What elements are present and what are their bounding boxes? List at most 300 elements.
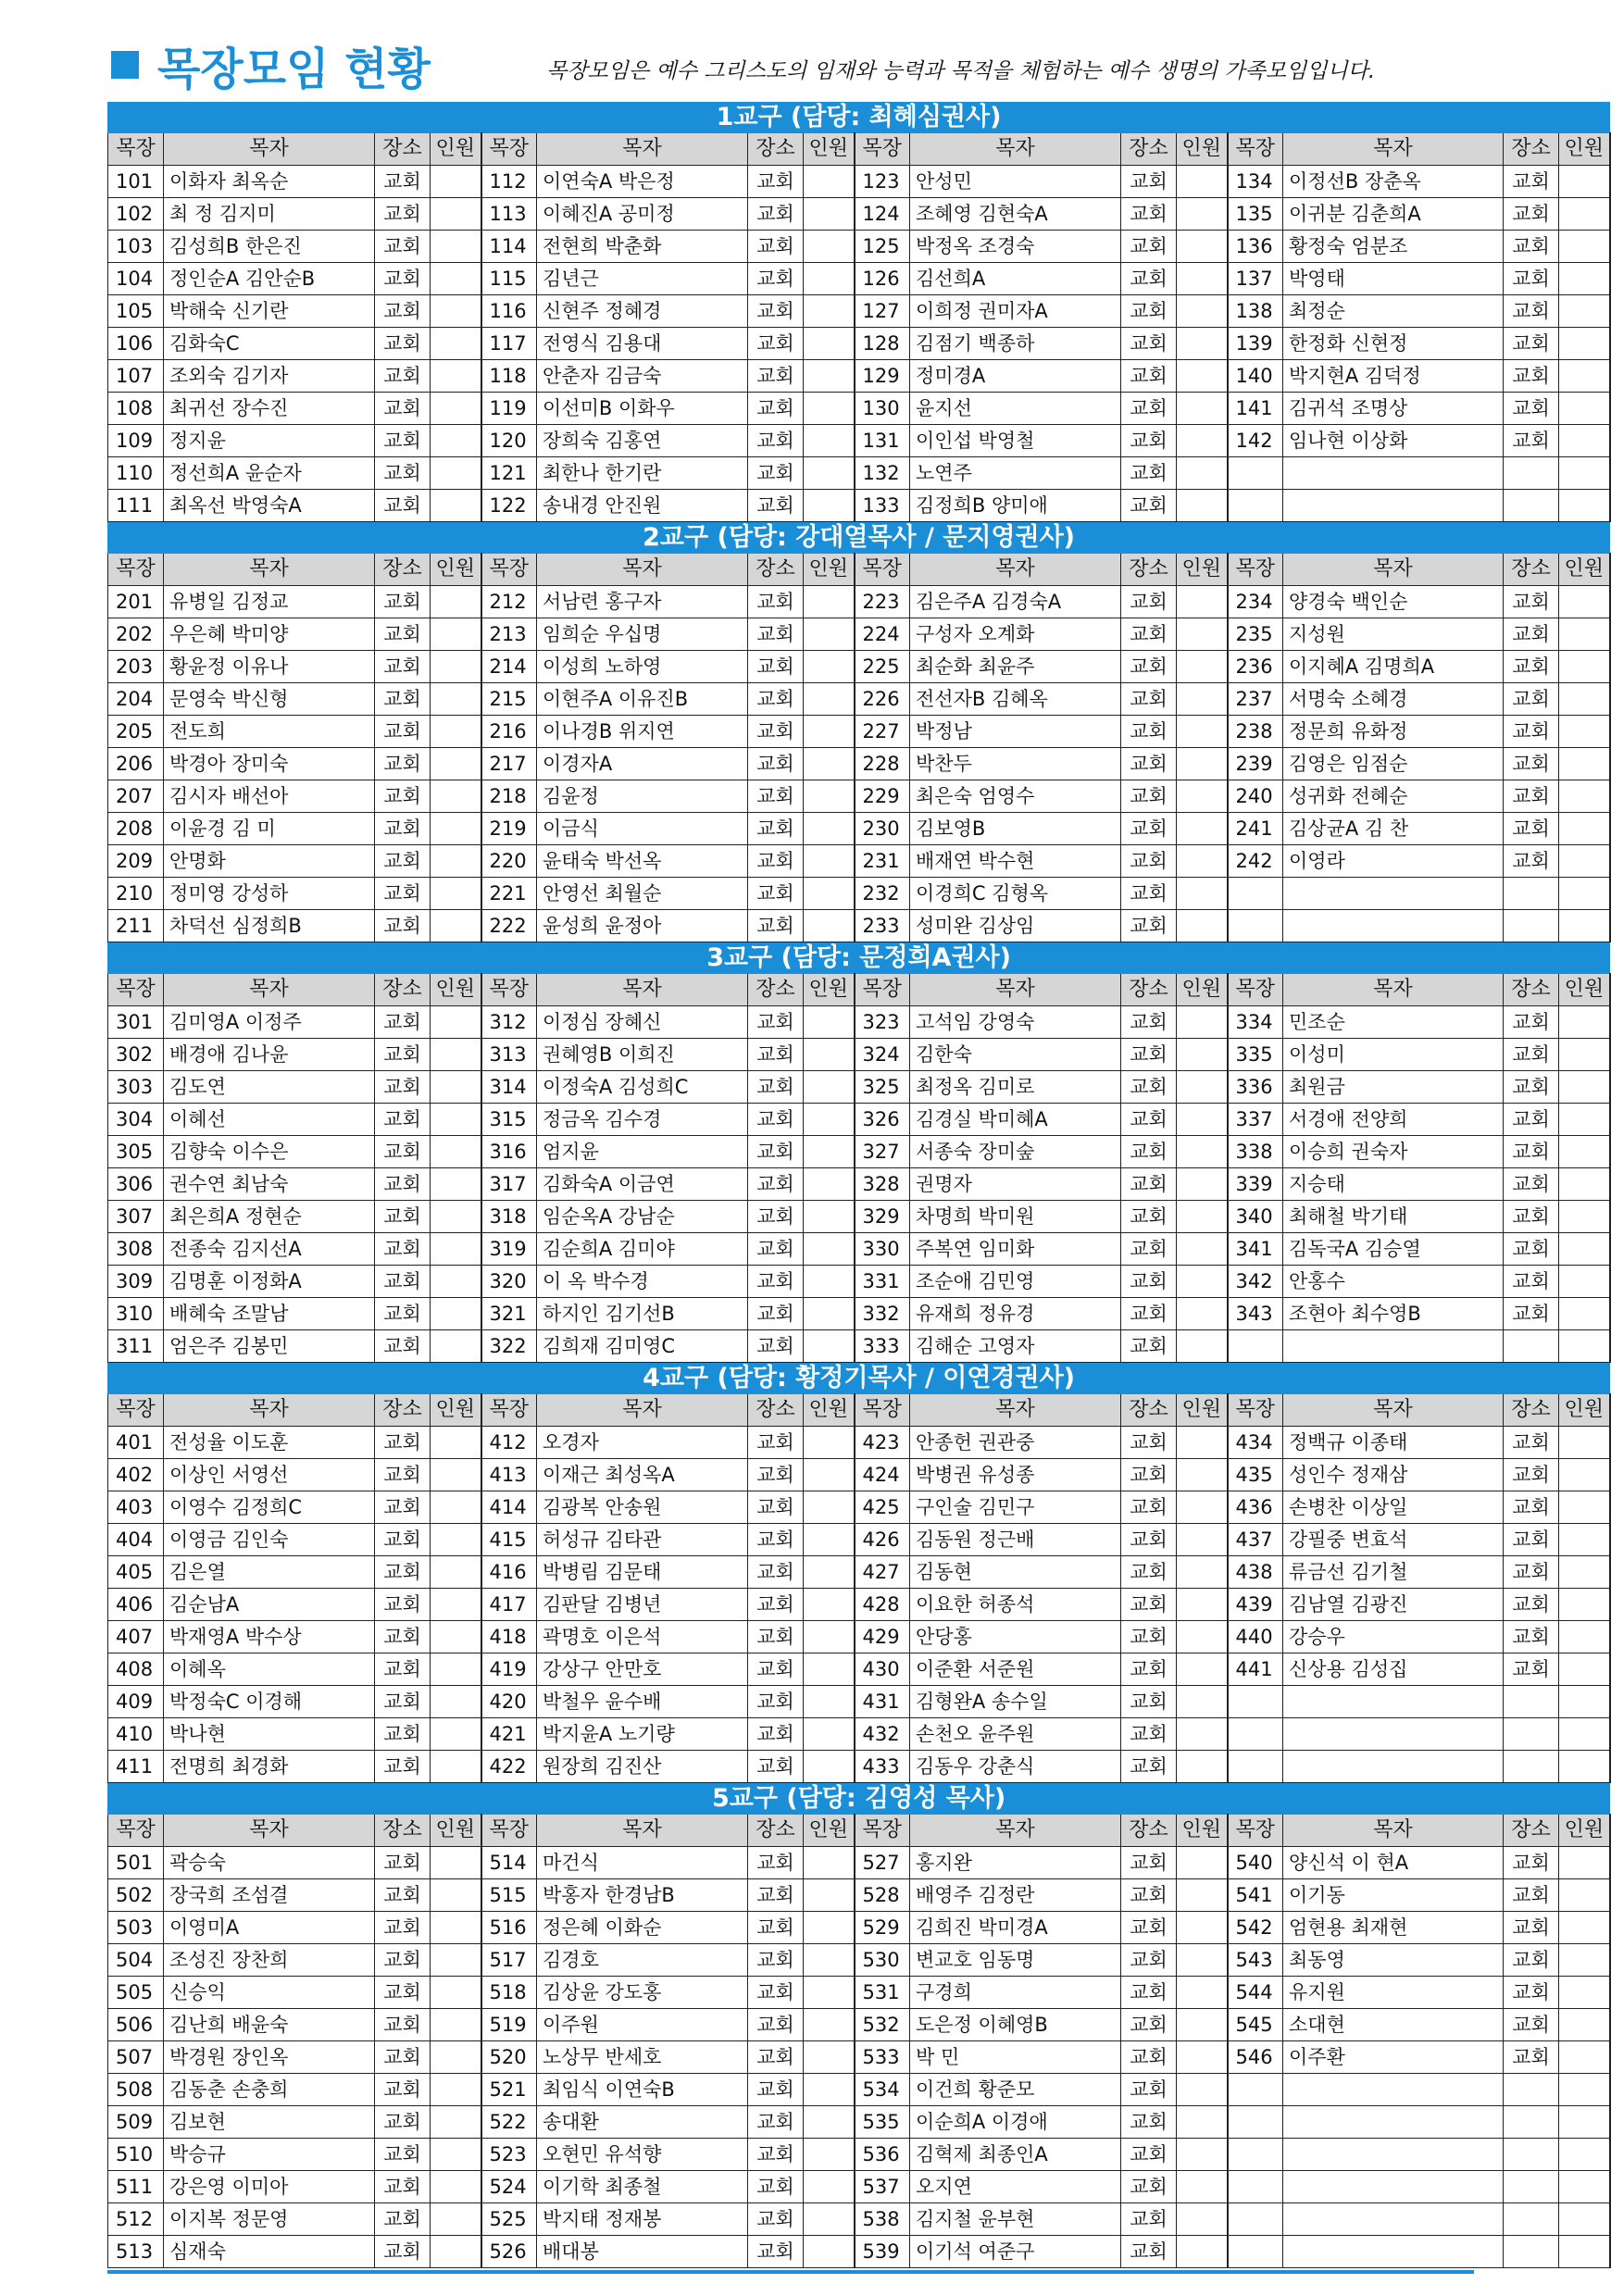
- meeting-place: 교회: [1504, 716, 1559, 748]
- member-count: [804, 2139, 855, 2171]
- member-count: [804, 1330, 855, 1363]
- leader-names: 김희진 박미경A: [910, 1912, 1121, 1944]
- group-number: 310: [108, 1298, 164, 1330]
- meeting-place: [1504, 910, 1559, 942]
- meeting-place: 교회: [1504, 1524, 1559, 1556]
- meeting-place: 교회: [1504, 1912, 1559, 1944]
- member-count: [431, 1944, 481, 1977]
- table-row: [108, 166, 1610, 198]
- group-number: 332: [855, 1298, 910, 1330]
- meeting-place: 교회: [748, 490, 804, 522]
- column-header-row: [108, 554, 1610, 586]
- leader-names: 김독국A 김승열: [1283, 1233, 1504, 1266]
- member-count: [804, 1298, 855, 1330]
- member-count: [804, 1944, 855, 1977]
- table-row: [108, 1136, 1610, 1168]
- member-count: [804, 166, 855, 198]
- meeting-place: 교회: [375, 1491, 431, 1524]
- column-header: 인원: [1559, 974, 1610, 1006]
- leader-names: 안당홍: [910, 1621, 1121, 1653]
- member-count: [431, 2236, 481, 2268]
- table-row: [108, 780, 1610, 813]
- leader-names: 박경원 장인옥: [164, 2041, 375, 2074]
- column-header: 인원: [431, 1815, 481, 1847]
- member-count: [431, 2106, 481, 2139]
- meeting-place: 교회: [1121, 878, 1177, 910]
- group-number: 409: [108, 1686, 164, 1718]
- district-table: [107, 942, 1611, 1363]
- meeting-place: 교회: [748, 425, 804, 457]
- leader-names: 이주원: [537, 2009, 748, 2041]
- member-count: [804, 1556, 855, 1589]
- group-number: 104: [108, 263, 164, 295]
- meeting-place: 교회: [375, 878, 431, 910]
- table-row: [108, 2139, 1610, 2171]
- leader-names: 최한나 한기란: [537, 457, 748, 490]
- meeting-place: [1504, 2171, 1559, 2203]
- group-number: 122: [481, 490, 537, 522]
- table-row: [108, 231, 1610, 263]
- meeting-place: 교회: [748, 1039, 804, 1071]
- group-number: 309: [108, 1266, 164, 1298]
- meeting-place: 교회: [375, 2074, 431, 2106]
- meeting-place: 교회: [375, 295, 431, 328]
- column-header: 인원: [431, 1394, 481, 1427]
- group-number: 337: [1228, 1104, 1283, 1136]
- column-header: 장소: [1121, 1815, 1177, 1847]
- meeting-place: 교회: [1504, 1459, 1559, 1491]
- leader-names: 김귀석 조명상: [1283, 393, 1504, 425]
- leader-names: 김정희B 양미애: [910, 490, 1121, 522]
- leader-names: 하지인 김기선B: [537, 1298, 748, 1330]
- meeting-place: 교회: [375, 1136, 431, 1168]
- leader-names: 곽승숙: [164, 1847, 375, 1879]
- district-band: [108, 1364, 1610, 1394]
- leader-names: [1283, 457, 1504, 490]
- member-count: [1559, 1233, 1610, 1266]
- leader-names: 김미영A 이정주: [164, 1006, 375, 1039]
- group-number: 317: [481, 1168, 537, 1201]
- member-count: [1177, 1233, 1228, 1266]
- group-number: 321: [481, 1298, 537, 1330]
- table-row: [108, 393, 1610, 425]
- leader-names: 허성규 김타관: [537, 1524, 748, 1556]
- column-header: 장소: [748, 1394, 804, 1427]
- leader-names: 곽명호 이은석: [537, 1621, 748, 1653]
- column-header: 목장: [855, 554, 910, 586]
- group-number: 521: [481, 2074, 537, 2106]
- leader-names: [1283, 910, 1504, 942]
- group-number: 213: [481, 618, 537, 651]
- group-number: 113: [481, 198, 537, 231]
- table-row: [108, 1751, 1610, 1783]
- member-count: [1177, 263, 1228, 295]
- leader-names: 김지철 윤부현: [910, 2203, 1121, 2236]
- column-header: 인원: [1559, 1394, 1610, 1427]
- leader-names: 이성미: [1283, 1039, 1504, 1071]
- meeting-place: 교회: [1504, 618, 1559, 651]
- leader-names: 오경자: [537, 1427, 748, 1459]
- group-number: 343: [1228, 1298, 1283, 1330]
- meeting-place: 교회: [375, 1233, 431, 1266]
- group-number: 536: [855, 2139, 910, 2171]
- group-number: 333: [855, 1330, 910, 1363]
- member-count: [1559, 1136, 1610, 1168]
- group-number: 228: [855, 748, 910, 780]
- group-number: 323: [855, 1006, 910, 1039]
- member-count: [804, 2041, 855, 2074]
- member-count: [804, 295, 855, 328]
- group-number: 222: [481, 910, 537, 942]
- group-number: 210: [108, 878, 164, 910]
- meeting-place: 교회: [1121, 748, 1177, 780]
- group-number: 406: [108, 1589, 164, 1621]
- meeting-place: [1504, 490, 1559, 522]
- meeting-place: 교회: [748, 1006, 804, 1039]
- group-number: 320: [481, 1266, 537, 1298]
- group-number: 511: [108, 2171, 164, 2203]
- member-count: [1559, 586, 1610, 618]
- group-number: 215: [481, 683, 537, 716]
- leader-names: 김화숙C: [164, 328, 375, 360]
- meeting-place: 교회: [748, 1879, 804, 1912]
- meeting-place: 교회: [1504, 1071, 1559, 1104]
- member-count: [1559, 1168, 1610, 1201]
- table-row: [108, 425, 1610, 457]
- leader-names: 박나현: [164, 1718, 375, 1751]
- group-number: 115: [481, 263, 537, 295]
- table-row: [108, 2009, 1610, 2041]
- group-number: 224: [855, 618, 910, 651]
- leader-names: 이금식: [537, 813, 748, 845]
- group-number: 135: [1228, 198, 1283, 231]
- leader-names: 류금선 김기철: [1283, 1556, 1504, 1589]
- meeting-place: 교회: [1504, 1168, 1559, 1201]
- meeting-place: 교회: [375, 586, 431, 618]
- page-title-text: 목장모임 현황: [157, 43, 431, 95]
- member-count: [804, 1104, 855, 1136]
- group-number: 108: [108, 393, 164, 425]
- member-count: [804, 490, 855, 522]
- leader-names: 손병찬 이상일: [1283, 1491, 1504, 1524]
- leader-names: 손천오 윤주원: [910, 1718, 1121, 1751]
- meeting-place: 교회: [375, 2139, 431, 2171]
- group-number: 216: [481, 716, 537, 748]
- group-number: 524: [481, 2171, 537, 2203]
- table-row: [108, 1491, 1610, 1524]
- meeting-place: 교회: [375, 618, 431, 651]
- group-number: 220: [481, 845, 537, 878]
- meeting-place: 교회: [748, 2074, 804, 2106]
- group-number: 543: [1228, 1944, 1283, 1977]
- meeting-place: 교회: [375, 716, 431, 748]
- member-count: [431, 748, 481, 780]
- group-number: 324: [855, 1039, 910, 1071]
- meeting-place: 교회: [1121, 263, 1177, 295]
- member-count: [804, 1718, 855, 1751]
- group-number: 336: [1228, 1071, 1283, 1104]
- group-number: 518: [481, 1977, 537, 2009]
- meeting-place: 교회: [375, 1071, 431, 1104]
- leader-names: 김화숙A 이금연: [537, 1168, 748, 1201]
- meeting-place: 교회: [375, 683, 431, 716]
- meeting-place: 교회: [1504, 2041, 1559, 2074]
- member-count: [1559, 2203, 1610, 2236]
- leader-names: 권혜영B 이희진: [537, 1039, 748, 1071]
- group-number: 325: [855, 1071, 910, 1104]
- group-number: 223: [855, 586, 910, 618]
- member-count: [1177, 1912, 1228, 1944]
- member-count: [1177, 2074, 1228, 2106]
- group-number: 133: [855, 490, 910, 522]
- table-row: [108, 1039, 1610, 1071]
- member-count: [431, 1104, 481, 1136]
- member-count: [804, 231, 855, 263]
- meeting-place: 교회: [748, 393, 804, 425]
- meeting-place: 교회: [748, 2203, 804, 2236]
- group-number: 110: [108, 457, 164, 490]
- meeting-place: 교회: [375, 813, 431, 845]
- leader-names: 김시자 배선아: [164, 780, 375, 813]
- meeting-place: 교회: [1121, 2236, 1177, 2268]
- member-count: [804, 393, 855, 425]
- column-header: 목자: [910, 974, 1121, 1006]
- member-count: [431, 1136, 481, 1168]
- member-count: [431, 198, 481, 231]
- group-number: 517: [481, 1944, 537, 1977]
- table-row: [108, 263, 1610, 295]
- group-number: 515: [481, 1879, 537, 1912]
- column-header: 목자: [1283, 974, 1504, 1006]
- group-number: [1228, 1330, 1283, 1363]
- table-row: [108, 1201, 1610, 1233]
- meeting-place: 교회: [1121, 2203, 1177, 2236]
- group-number: [1228, 2171, 1283, 2203]
- meeting-place: 교회: [375, 360, 431, 393]
- member-count: [804, 1653, 855, 1686]
- leader-names: 박지윤A 노기량: [537, 1718, 748, 1751]
- member-count: [804, 2074, 855, 2106]
- member-count: [1559, 1039, 1610, 1071]
- leader-names: 송대환: [537, 2106, 748, 2139]
- member-count: [1559, 780, 1610, 813]
- leader-names: 박해숙 신기란: [164, 295, 375, 328]
- meeting-place: 교회: [1504, 360, 1559, 393]
- group-number: 510: [108, 2139, 164, 2171]
- meeting-place: [1504, 1686, 1559, 1718]
- table-row: [108, 1686, 1610, 1718]
- meeting-place: 교회: [1504, 1104, 1559, 1136]
- leader-names: 도은정 이혜영B: [910, 2009, 1121, 2041]
- leader-names: 배대봉: [537, 2236, 748, 2268]
- meeting-place: 교회: [748, 1944, 804, 1977]
- table-row: [108, 1977, 1610, 2009]
- member-count: [431, 1879, 481, 1912]
- member-count: [1177, 1006, 1228, 1039]
- meeting-place: 교회: [375, 1201, 431, 1233]
- leader-names: 황정숙 엄분조: [1283, 231, 1504, 263]
- column-header: 목자: [164, 554, 375, 586]
- leader-names: 유병일 김정교: [164, 586, 375, 618]
- leader-names: 차덕선 심정희B: [164, 910, 375, 942]
- leader-names: 이상인 서영선: [164, 1459, 375, 1491]
- group-number: 407: [108, 1621, 164, 1653]
- member-count: [804, 845, 855, 878]
- table-row: [108, 618, 1610, 651]
- member-count: [1177, 1686, 1228, 1718]
- member-count: [1559, 878, 1610, 910]
- member-count: [431, 1556, 481, 1589]
- column-header: 목자: [1283, 1394, 1504, 1427]
- group-number: 239: [1228, 748, 1283, 780]
- meeting-place: 교회: [748, 198, 804, 231]
- leader-names: 최정옥 김미로: [910, 1071, 1121, 1104]
- member-count: [1177, 1524, 1228, 1556]
- group-number: 211: [108, 910, 164, 942]
- leader-names: 엄은주 김봉민: [164, 1330, 375, 1363]
- member-count: [804, 263, 855, 295]
- meeting-place: 교회: [748, 586, 804, 618]
- meeting-place: 교회: [375, 651, 431, 683]
- leader-names: 지승태: [1283, 1168, 1504, 1201]
- leader-names: [1283, 878, 1504, 910]
- column-header: 장소: [375, 133, 431, 166]
- leader-names: [1283, 2203, 1504, 2236]
- member-count: [1559, 1266, 1610, 1298]
- district-band: [108, 943, 1610, 974]
- meeting-place: 교회: [1121, 1233, 1177, 1266]
- group-number: 217: [481, 748, 537, 780]
- member-count: [1177, 1653, 1228, 1686]
- leader-names: 박영태: [1283, 263, 1504, 295]
- group-number: 335: [1228, 1039, 1283, 1071]
- meeting-place: 교회: [1504, 1298, 1559, 1330]
- leader-names: 조현아 최수영B: [1283, 1298, 1504, 1330]
- member-count: [1177, 618, 1228, 651]
- group-number: 423: [855, 1427, 910, 1459]
- member-count: [1559, 910, 1610, 942]
- district-title: 2교구 (담당: 강대열목사 / 문지영권사): [108, 523, 1610, 554]
- leader-names: 권명자: [910, 1168, 1121, 1201]
- leader-names: 김은주A 김경숙A: [910, 586, 1121, 618]
- group-number: 540: [1228, 1847, 1283, 1879]
- table-row: [108, 2041, 1610, 2074]
- column-header: 목자: [164, 1394, 375, 1427]
- group-number: 107: [108, 360, 164, 393]
- district-table: [107, 102, 1611, 522]
- member-count: [1177, 360, 1228, 393]
- table-row: [108, 1168, 1610, 1201]
- leader-names: 이영금 김인숙: [164, 1524, 375, 1556]
- column-header: 장소: [375, 554, 431, 586]
- leader-names: 성인수 정재삼: [1283, 1459, 1504, 1491]
- leader-names: 김동현: [910, 1556, 1121, 1589]
- member-count: [1559, 845, 1610, 878]
- table-row: [108, 1104, 1610, 1136]
- leader-names: 임순옥A 강남순: [537, 1201, 748, 1233]
- meeting-place: 교회: [1504, 1589, 1559, 1621]
- leader-names: 박병림 김문태: [537, 1556, 748, 1589]
- meeting-place: 교회: [748, 2009, 804, 2041]
- group-number: 221: [481, 878, 537, 910]
- leader-names: 이영수 김정희C: [164, 1491, 375, 1524]
- district-title: 4교구 (담당: 황정기목사 / 이연경권사): [108, 1364, 1610, 1394]
- leader-names: [1283, 1686, 1504, 1718]
- group-number: 519: [481, 2009, 537, 2041]
- group-number: 208: [108, 813, 164, 845]
- meeting-place: [1504, 2236, 1559, 2268]
- leader-names: 엄현용 최재현: [1283, 1912, 1504, 1944]
- leader-names: 최순화 최윤주: [910, 651, 1121, 683]
- group-number: [1228, 910, 1283, 942]
- meeting-place: 교회: [1121, 845, 1177, 878]
- member-count: [1559, 198, 1610, 231]
- column-header: 목자: [910, 1394, 1121, 1427]
- member-count: [1177, 425, 1228, 457]
- member-count: [431, 1621, 481, 1653]
- member-count: [431, 845, 481, 878]
- meeting-place: 교회: [1121, 780, 1177, 813]
- meeting-place: 교회: [375, 1718, 431, 1751]
- group-number: 546: [1228, 2041, 1283, 2074]
- leader-names: 김상윤 강도홍: [537, 1977, 748, 2009]
- member-count: [1559, 2139, 1610, 2171]
- group-number: 134: [1228, 166, 1283, 198]
- meeting-place: 교회: [1121, 231, 1177, 263]
- leader-names: 임나현 이상화: [1283, 425, 1504, 457]
- leader-names: 김경실 박미혜A: [910, 1104, 1121, 1136]
- column-header: 인원: [1177, 1815, 1228, 1847]
- member-count: [804, 1879, 855, 1912]
- meeting-place: 교회: [748, 1330, 804, 1363]
- meeting-place: 교회: [1504, 683, 1559, 716]
- group-number: 508: [108, 2074, 164, 2106]
- meeting-place: 교회: [748, 1653, 804, 1686]
- leader-names: 정미영 강성하: [164, 878, 375, 910]
- leader-names: 최동영: [1283, 1944, 1504, 1977]
- group-number: 329: [855, 1201, 910, 1233]
- leader-names: 강상구 안만호: [537, 1653, 748, 1686]
- group-number: 532: [855, 2009, 910, 2041]
- group-number: 233: [855, 910, 910, 942]
- group-number: 430: [855, 1653, 910, 1686]
- member-count: [431, 1039, 481, 1071]
- leader-names: 윤성희 윤정아: [537, 910, 748, 942]
- leader-names: 김도연: [164, 1071, 375, 1104]
- leader-names: 박지태 정재봉: [537, 2203, 748, 2236]
- leader-names: 전선자B 김혜옥: [910, 683, 1121, 716]
- leader-names: 배경애 김나윤: [164, 1039, 375, 1071]
- meeting-place: 교회: [1121, 2074, 1177, 2106]
- group-number: 438: [1228, 1556, 1283, 1589]
- member-count: [804, 1524, 855, 1556]
- member-count: [431, 1233, 481, 1266]
- leader-names: 김남열 김광진: [1283, 1589, 1504, 1621]
- meeting-place: 교회: [748, 2041, 804, 2074]
- leader-names: 마건식: [537, 1847, 748, 1879]
- member-count: [431, 618, 481, 651]
- member-count: [804, 1427, 855, 1459]
- leader-names: 최은숙 엄영수: [910, 780, 1121, 813]
- meeting-place: 교회: [1504, 1847, 1559, 1879]
- leader-names: 주복연 임미화: [910, 1233, 1121, 1266]
- meeting-place: 교회: [375, 1847, 431, 1879]
- meeting-place: 교회: [1121, 1944, 1177, 1977]
- group-number: 326: [855, 1104, 910, 1136]
- column-header: 목장: [481, 1394, 537, 1427]
- column-header-row: [108, 1815, 1610, 1847]
- leader-names: 최귀선 장수진: [164, 393, 375, 425]
